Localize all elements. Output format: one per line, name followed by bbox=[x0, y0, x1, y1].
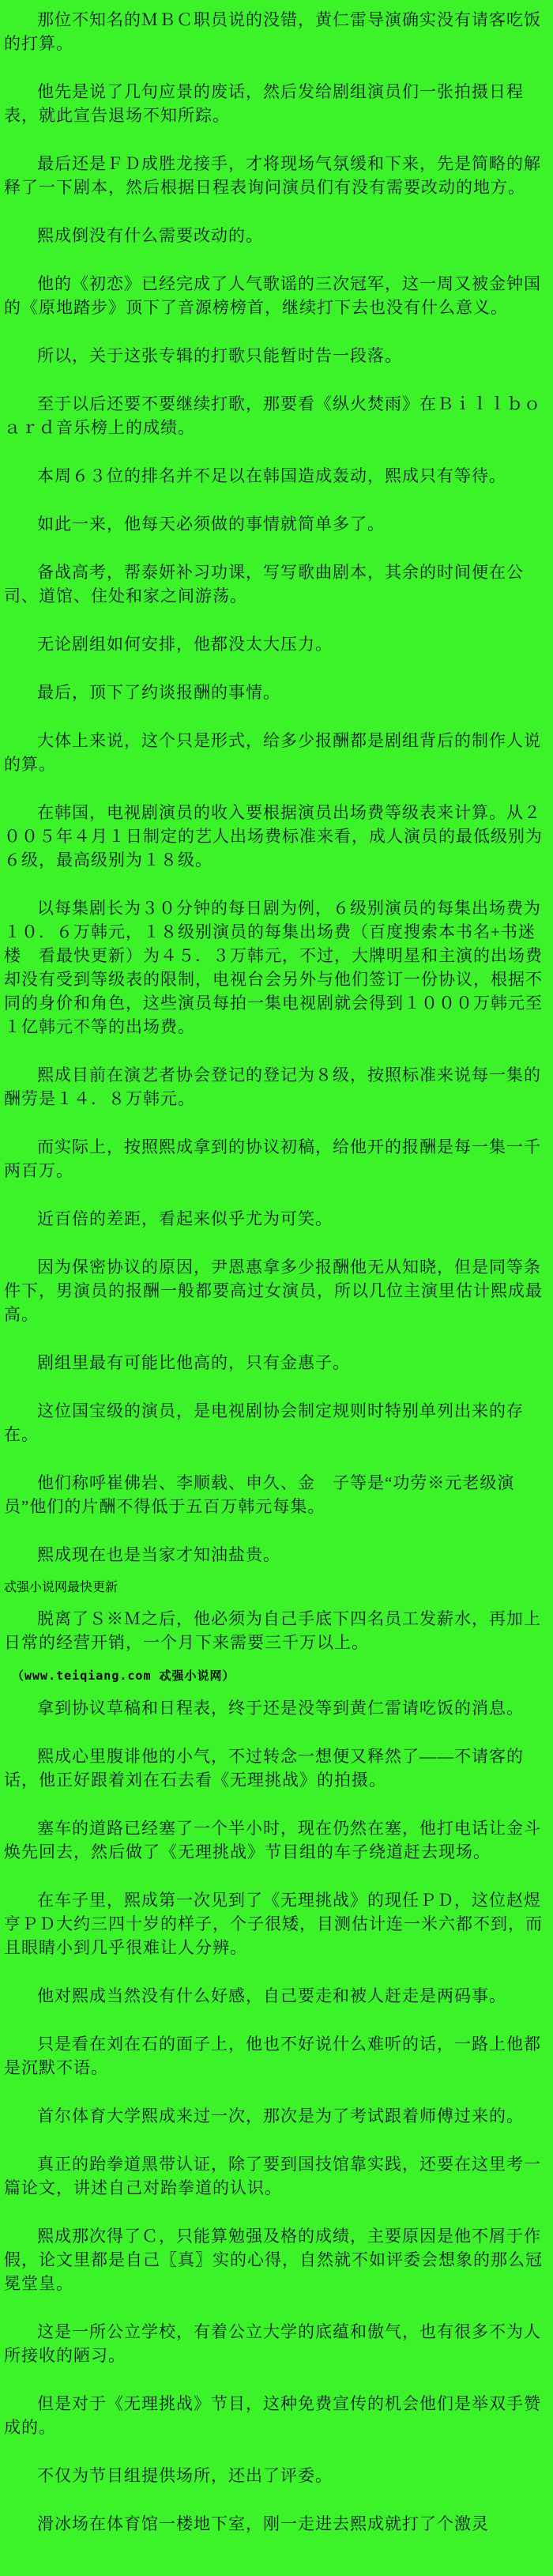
novel-paragraph: 滑冰场在体育馆一楼地下室，刚一走进去熙成就打了个激灵 bbox=[37, 2514, 489, 2533]
novel-paragraph: 近百倍的差距，看起来似乎尤为可笑。 bbox=[37, 1209, 333, 1228]
novel-paragraph: 大体上来说，这个只是形式，给多少报酬都是剧组背后的制作人说的算。 bbox=[4, 731, 541, 774]
novel-paragraph: 至于以后还要不要继续打歌，那要看《纵火焚雨》在Ｂｉｌｌｂｏａｒｄ音乐榜上的成绩。 bbox=[4, 394, 541, 437]
novel-text-blocks bbox=[4, 8, 549, 2536]
novel-paragraph: 这位国宝级的演员，是电视剧协会制定规则时特别单列出来的存在。 bbox=[4, 1401, 524, 1444]
novel-paragraph: 他先是说了几句应景的废话，然后发给剧组演员们一张拍摄日程表，就此宣告退场不知所踪。 bbox=[4, 82, 524, 125]
novel-paragraph: 无论剧组如何安排，他都没太大压力。 bbox=[37, 635, 333, 654]
novel-paragraph: 所以，关于这张专辑的打歌只能暂时告一段落。 bbox=[37, 346, 402, 365]
novel-paragraph: 在韩国，电视剧演员的收入要根据演员出场费等级表来计算。从２００５年４月１日制定的艺人出场费标准来看，成人演员的最低级别为６级，最高级别为１８级。 bbox=[4, 803, 543, 869]
novel-paragraph: 但是对于《无理挑战》节目，这种免费宣传的机会他们是举双手赞成的。 bbox=[4, 2394, 541, 2437]
novel-paragraph: 他的《初恋》已经完成了人气歌谣的三次冠军，这一周又被金钟国的《原地踏步》顶下了音源榜榜首，继续打下去也没有什么意义。 bbox=[4, 274, 541, 317]
novel-paragraph: 最后还是ＦＤ成胜龙接手，才将现场气氛缓和下来，先是简略的解释了一下剧本，然后根据日程表询问演员们有没有需要改动的地方。 bbox=[4, 154, 541, 197]
novel-paragraph: 熙成倒没有什么需要改动的。 bbox=[37, 226, 263, 245]
novel-paragraph: 熙成目前在演艺者协会登记的登记为８级，按照标准来说每一集的酬劳是１４．８万韩元。 bbox=[4, 1065, 541, 1108]
novel-paragraph: 脱离了Ｓ※Ｍ之后，他必须为自己手底下四名员工发薪水，再加上日常的经营开销，一个月下来需要三千万以上。 bbox=[4, 1609, 541, 1652]
novel-paragraph: 本周６３位的排名并不足以在韩国造成轰动，熙成只有等待。 bbox=[37, 466, 506, 485]
novel-paragraph: 只是看在刘在石的面子上，他也不好说什么难听的话，一路上他都是沉默不语。 bbox=[4, 2035, 541, 2077]
site-watermark: 忒强小说网最快更新 bbox=[4, 1581, 118, 1594]
novel-paragraph: 那位不知名的ＭＢＣ职员说的没错，黄仁雷导演确实没有请客吃饭的打算。 bbox=[4, 10, 541, 53]
novel-paragraph: 拿到协议草稿和日程表，终于还是没等到黄仁雷请吃饭的消息。 bbox=[37, 1699, 524, 1718]
novel-paragraph: 塞车的道路已经塞了一个半小时，现在仍然在塞，他打电话让金斗焕先回去，然后做了《无理挑战》节目组的车子绕道赶去现场。 bbox=[4, 1819, 541, 1861]
novel-paragraph: 因为保密协议的原因，尹恩惠拿多少报酬他无从知晓，但是同等条件下，男演员的报酬一般都要高过女演员，所以几位主演里估计熙成最高。 bbox=[4, 1258, 543, 1324]
novel-paragraph: 不仅为节目组提供场所，还出了评委。 bbox=[37, 2466, 333, 2485]
novel-paragraph: 以每集剧长为３０分钟的每日剧为例，６级别演员的每集出场费为１０．６万韩元，１８级别演员的每集出场费（百度搜索本书名+书迷楼 看最快更新）为４５．３万韩元，不过，大牌明星和主演的出场费却没有受到等级表的限制，电视台会另外与他们签订一份协议，根据不同的身价和角色，这些演员每拍一集电视剧就会得到１０００万韩元至１亿韩元不等的出场费。 bbox=[4, 899, 543, 1036]
novel-paragraph: 备战高考，帮泰妍补习功课，写写歌曲剧本，其余的时间便在公司、道馆、住处和家之间游荡。 bbox=[4, 563, 524, 605]
novel-paragraph: 他们称呼崔佛岩、李顺载、申久、金 子等是“功劳※元老级演员”他们的片酬不得低于五百万韩元每集。 bbox=[4, 1473, 515, 1516]
site-watermark: （www.teiqiang.com 忒强小说网） bbox=[12, 1669, 235, 1683]
novel-paragraph: 熙成那次得了Ｃ，只能算勉强及格的成绩，主要原因是他不屑于作假，论文里都是自己〖真〗实的心得，自然就不如评委会想象的那么冠冕堂皇。 bbox=[4, 2227, 543, 2293]
novel-paragraph: 真正的跆拳道黑带认证，除了要到国技馆靠实践，还要在这里考一篇论文，讲述自己对跆拳道的认识。 bbox=[4, 2155, 541, 2197]
novel-paragraph: 最后，顶下了约谈报酬的事情。 bbox=[37, 683, 280, 702]
novel-paragraph: 熙成心里腹诽他的小气，不过转念一想便又释然了——不请客的话，他正好跟着刘在石去看《无理挑战》的拍摄。 bbox=[4, 1747, 524, 1790]
novel-paragraph: 首尔体育大学熙成来过一次，那次是为了考试跟着师傅过来的。 bbox=[37, 2106, 524, 2125]
novel-paragraph: 而实际上，按照熙成拿到的协议初稿，给他开的报酬是每一集一千两百万。 bbox=[4, 1137, 541, 1180]
novel-paragraph: 剧组里最有可能比他高的，只有金惠子。 bbox=[37, 1353, 350, 1372]
novel-paragraph: 这是一所公立学校，有着公立大学的底蕴和傲气，也有很多不为人所接收的陋习。 bbox=[4, 2322, 541, 2365]
novel-paragraph: 如此一来，他每天必须做的事情就简单多了。 bbox=[37, 515, 385, 534]
novel-paragraph: 熙成现在也是当家才知油盐贵。 bbox=[37, 1545, 280, 1564]
novel-paragraph: 在车子里，熙成第一次见到了《无理挑战》的现任ＰＤ，这位赵煜亨ＰＤ大约三四十岁的样子，个子很矮，目测估计连一米六都不到，而且眼睛小到几乎很难让人分辨。 bbox=[4, 1891, 543, 1957]
novel-paragraph: 他对熙成当然没有什么好感，自己要走和被人赶走是两码事。 bbox=[37, 1986, 506, 2005]
